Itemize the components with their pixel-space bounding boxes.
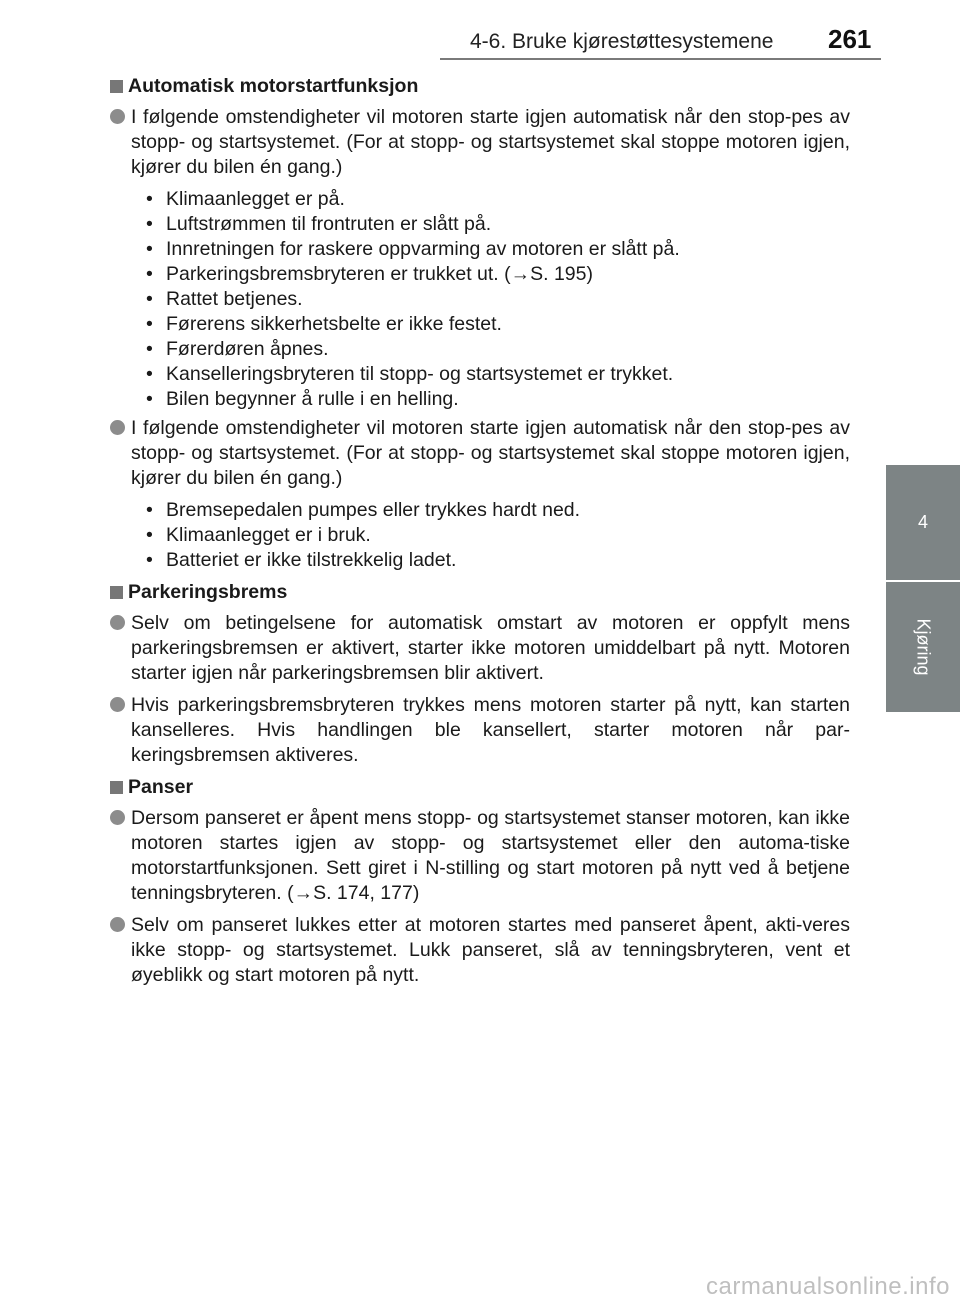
- list-item: • Kanselleringsbryteren til stopp- og startsystemet er trykket.: [146, 362, 850, 387]
- list-item: • Bremsepedalen pumpes eller trykkes hardt ned.: [146, 498, 850, 523]
- list-item: • Innretningen for raskere oppvarming av motoren er slått på.: [146, 237, 850, 262]
- page-content: [110, 74, 850, 995]
- circle-bullet-icon: [110, 810, 125, 825]
- list-item: • Førerens sikkerhetsbelte er ikke festet.: [146, 312, 850, 337]
- circle-bullet-icon: [110, 420, 125, 435]
- section-heading: Parkeringsbrems: [110, 580, 850, 605]
- header-divider: [440, 58, 881, 60]
- chapter-tab-label: [886, 580, 960, 712]
- paragraph: I følgende omstendigheter vil motoren starte igjen automatisk når den stop-pes av stopp- og startsystemet. (For at stopp- og startsystemet skal stoppe motoren igjen, kjører du bilen én gang.): [110, 416, 850, 491]
- watermark: carmanualsonline.info: [706, 1273, 950, 1300]
- list-item: • Batteriet er ikke tilstrekkelig ladet.: [146, 548, 850, 573]
- section-heading: Panser: [110, 775, 850, 800]
- page-header: [0, 0, 960, 70]
- square-bullet-icon: [110, 586, 123, 599]
- paragraph: Selv om panseret lukkes etter at motoren startes med panseret åpent, akti-veres ikke stopp- og startsystemet. Lukk panseret, slå av tenningsbryteren, vent et øyeblikk og start motoren på nytt.: [110, 913, 850, 988]
- circle-bullet-icon: [110, 697, 125, 712]
- circle-bullet-icon: [110, 615, 125, 630]
- paragraph: Hvis parkeringsbremsbryteren trykkes mens motoren starter på nytt, kan starten kanselleres. Hvis handlingen ble kansellert, starter motoren når par-keringsbremsen aktiveres.: [110, 693, 850, 768]
- chapter-title: 4-6. Bruke kjørestøttesystemene: [470, 30, 774, 53]
- section-parking-brake: [110, 580, 850, 768]
- chapter-tab-number: [886, 465, 960, 580]
- section-automatic-engine-start: [110, 74, 850, 573]
- list-item: • Klimaanlegget er på.: [146, 187, 850, 212]
- page-number: 261: [828, 24, 872, 54]
- square-bullet-icon: [110, 80, 123, 93]
- section-hood: [110, 775, 850, 988]
- paragraph: Dersom panseret er åpent mens stopp- og startsystemet stanser motoren, kan ikke motoren startes igjen av stopp- og startsystemet eller den automa-tiske motorstartfunksjonen. Sett giret i N-stilling og start motoren på nytt ved å betjene tenningsbryteren. (→S. 174, 177): [110, 806, 850, 906]
- list-item: • Bilen begynner å rulle i en helling.: [146, 387, 850, 412]
- square-bullet-icon: [110, 781, 123, 794]
- bullet-list: [110, 187, 850, 412]
- circle-bullet-icon: [110, 109, 125, 124]
- paragraph: Selv om betingelsene for automatisk omstart av motoren er oppfylt mens parkeringsbremsen er aktivert, starter ikke motoren umiddelbart på nytt. Motoren starter igjen når parkeringsbremsen blir aktivert.: [110, 611, 850, 686]
- paragraph: I følgende omstendigheter vil motoren starte igjen automatisk når den stop-pes av stopp- og startsystemet. (For at stopp- og startsystemet skal stoppe motoren igjen, kjører du bilen én gang.): [110, 105, 850, 180]
- list-item: • Førerdøren åpnes.: [146, 337, 850, 362]
- circle-bullet-icon: [110, 917, 125, 932]
- section-heading: Automatisk motorstartfunksjon: [110, 74, 850, 99]
- list-item: • Klimaanlegget er i bruk.: [146, 523, 850, 548]
- chapter-label: Kjøring: [913, 618, 934, 676]
- list-item: • Luftstrømmen til frontruten er slått på.: [146, 212, 850, 237]
- list-item: • Parkeringsbremsbryteren er trukket ut. (→S. 195): [146, 262, 850, 287]
- chapter-number: 4: [917, 512, 928, 532]
- list-item: • Rattet betjenes.: [146, 287, 850, 312]
- bullet-list: [110, 498, 850, 573]
